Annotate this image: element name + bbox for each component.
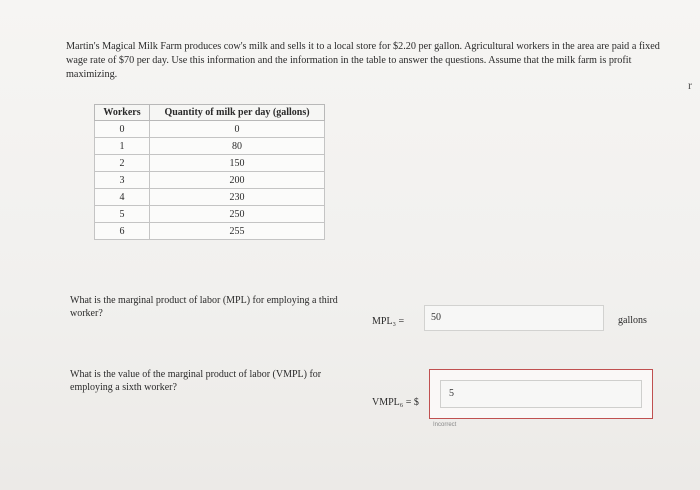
workers-cell: 4 (95, 189, 150, 206)
mpl-input[interactable]: 50 (424, 305, 604, 331)
units-label: gallons (618, 315, 647, 326)
workers-cell: 5 (95, 206, 150, 223)
table-row (95, 189, 325, 206)
table-row (95, 172, 325, 189)
mpl-label: MPL₃ = (372, 316, 405, 327)
table-row (95, 155, 325, 172)
quantity-cell: 0 (150, 121, 325, 138)
workers-cell: 0 (95, 121, 150, 138)
table-row (95, 206, 325, 223)
workers-cell: 6 (95, 223, 150, 240)
question-intro: Martin's Magical Milk Farm produces cow's milk and sells it to a local store for $2.20 per gallon. Agricultural workers in the area are paid a fixed wage rate of $70 per day. Use this information and the information in the table to answer the questions. Assume that the milk farm is profit maximizing. (66, 41, 660, 80)
quantity-header: Quantity of milk per day (gallons) (150, 105, 325, 121)
quantity-cell: 250 (150, 206, 325, 223)
vmpl-input[interactable]: 5 (440, 380, 642, 408)
table-row (95, 223, 325, 240)
table-row (95, 138, 325, 155)
quantity-cell: 80 (150, 138, 325, 155)
quantity-cell: 230 (150, 189, 325, 206)
production-table (94, 104, 325, 240)
workers-cell: 2 (95, 155, 150, 172)
quantity-cell: 200 (150, 172, 325, 189)
workers-header: Workers (95, 105, 150, 121)
vmpl-label: VMPL₆ = $ (372, 397, 419, 408)
vmpl-question: What is the value of the marginal product of labor (VMPL) for employing a sixth worker? (70, 369, 322, 393)
page-edge-mark: r (688, 78, 692, 92)
incorrect-status: Incorrect (433, 422, 457, 428)
workers-cell: 3 (95, 172, 150, 189)
quantity-cell: 150 (150, 155, 325, 172)
quantity-cell: 255 (150, 223, 325, 240)
table-row (95, 121, 325, 138)
workers-cell: 1 (95, 138, 150, 155)
mpl-question: What is the marginal product of labor (MPL) for employing a third worker? (70, 295, 338, 319)
table-header-row (95, 105, 325, 121)
